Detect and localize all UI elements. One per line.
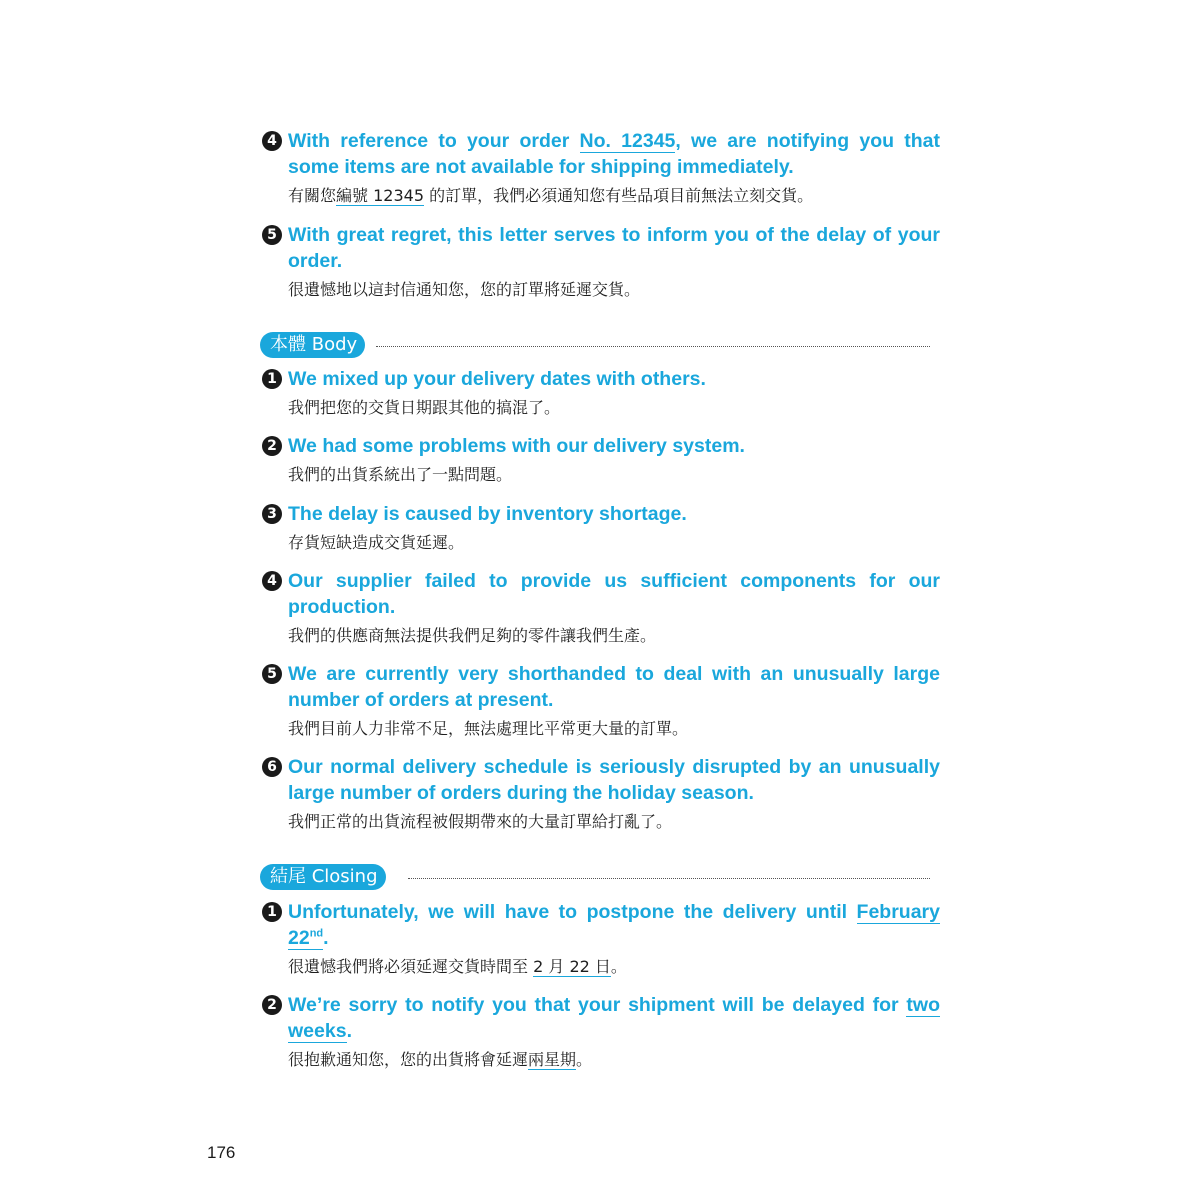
phrase-item — [262, 433, 940, 487]
english-sentence: With reference to your order No. 12345, we are notifying you that some items are not available for shipping immediately. — [288, 130, 940, 178]
chinese-translation: 很抱歉通知您，您的出貨將會延遲兩星期。 — [288, 1050, 593, 1069]
phrase-item — [262, 661, 940, 741]
phrase-item — [262, 992, 940, 1072]
page-number: 176 — [207, 1143, 236, 1162]
english-sentence: We’re sorry to notify you that your shipment will be delayed for two weeks. — [288, 994, 940, 1042]
chinese-translation: 很遺憾地以這封信通知您，您的訂單將延遲交貨。 — [288, 280, 641, 299]
underlined-phrase: two weeks — [288, 994, 940, 1042]
phrase-item — [262, 754, 940, 834]
dotted-rule — [408, 878, 930, 879]
english-sentence: Our supplier failed to provide us sufficient components for our production. — [288, 570, 940, 618]
dotted-rule — [376, 346, 930, 347]
english-sentence: We mixed up your delivery dates with others. — [288, 368, 706, 390]
number-marker: 2 — [262, 995, 282, 1015]
phrase-item — [262, 222, 940, 302]
english-sentence: With great regret, this letter serves to inform you of the delay of your order. — [288, 224, 940, 272]
section-header-body — [260, 332, 930, 358]
number-marker: 6 — [262, 757, 282, 777]
number-marker: 4 — [262, 571, 282, 591]
underlined-phrase: 編號 12345 — [336, 186, 425, 205]
number-marker: 5 — [262, 664, 282, 684]
english-sentence: Our normal delivery schedule is seriously disrupted by an unusually large number of orders during the holiday season. — [288, 756, 940, 804]
number-marker: 5 — [262, 225, 282, 245]
chinese-translation: 我們把您的交貨日期跟其他的搞混了。 — [288, 398, 561, 417]
underlined-phrase: 2 月 22 日 — [533, 957, 611, 976]
phrase-item — [262, 128, 940, 208]
underlined-phrase: February 22nd — [288, 901, 940, 949]
english-sentence: We had some problems with our delivery system. — [288, 435, 745, 457]
english-sentence: Unfortunately, we will have to postpone the delivery until February 22nd. — [288, 901, 940, 949]
english-sentence: The delay is caused by inventory shortage. — [288, 503, 687, 525]
number-marker: 3 — [262, 504, 282, 524]
chinese-translation: 我們的出貨系統出了一點問題。 — [288, 465, 513, 484]
section-label: 本體 Body — [260, 332, 365, 358]
chinese-translation: 我們的供應商無法提供我們足夠的零件讓我們生產。 — [288, 626, 657, 645]
phrase-item — [262, 899, 940, 979]
number-marker: 1 — [262, 902, 282, 922]
section-label: 結尾 Closing — [260, 864, 386, 890]
number-marker: 1 — [262, 369, 282, 389]
number-marker: 4 — [262, 131, 282, 151]
underlined-phrase: 兩星期 — [528, 1050, 577, 1069]
number-marker: 2 — [262, 436, 282, 456]
phrase-item — [262, 568, 940, 648]
chinese-translation: 我們正常的出貨流程被假期帶來的大量訂單給打亂了。 — [288, 812, 673, 831]
chinese-translation: 我們目前人力非常不足，無法處理比平常更大量的訂單。 — [288, 719, 689, 738]
section-header-closing — [260, 864, 930, 890]
underlined-phrase: No. 12345 — [579, 130, 676, 152]
chinese-translation: 很遺憾我們將必須延遲交貨時間至 2 月 22 日。 — [288, 957, 627, 976]
phrase-item — [262, 366, 940, 420]
phrase-item — [262, 501, 940, 555]
chinese-translation: 存貨短缺造成交貨延遲。 — [288, 533, 465, 552]
english-sentence: We are currently very shorthanded to deal with an unusually large number of orders at present. — [288, 663, 940, 711]
chinese-translation: 有關您編號 12345 的訂單，我們必須通知您有些品項目前無法立刻交貨。 — [288, 186, 814, 205]
